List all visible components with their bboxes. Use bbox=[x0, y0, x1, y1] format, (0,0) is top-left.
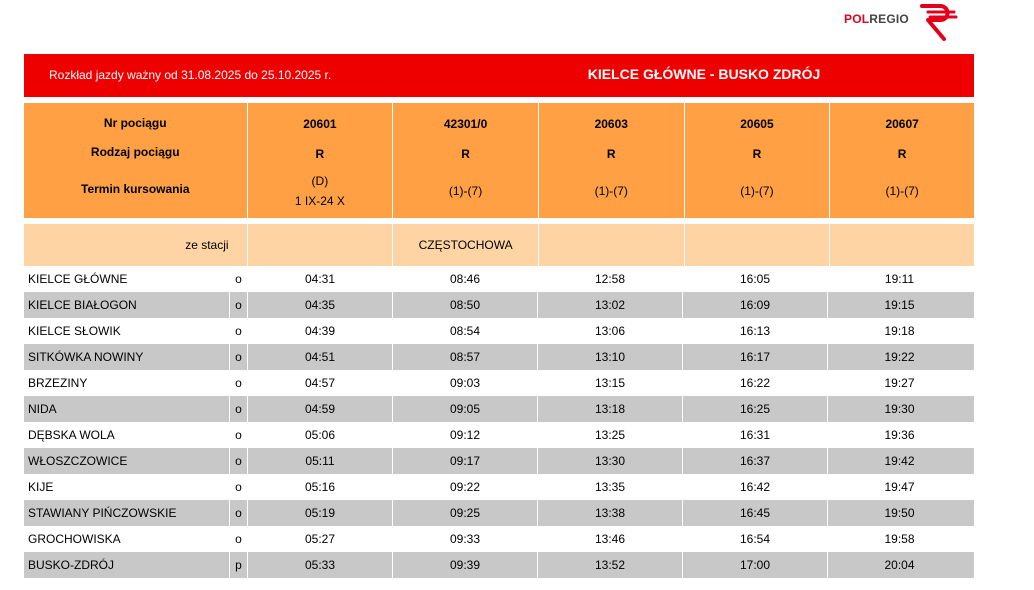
station-name: KIJE bbox=[28, 480, 54, 494]
route-title: KIELCE GŁÓWNE - BUSKO ZDRÓJ bbox=[587, 66, 821, 82]
station-name: KIELCE BIAŁOGON bbox=[28, 298, 137, 312]
table-row bbox=[24, 500, 974, 526]
train-days: (1)-(7) bbox=[448, 184, 483, 198]
station-name: KIELCE GŁÓWNE bbox=[28, 272, 128, 286]
departure-time: 05:27 bbox=[247, 526, 392, 552]
departure-time: 19:15 bbox=[827, 292, 971, 318]
train-type: R bbox=[752, 147, 762, 161]
departure-time: 19:11 bbox=[827, 266, 971, 292]
departure-time: 13:02 bbox=[537, 292, 682, 318]
departure-time: 13:38 bbox=[537, 500, 682, 526]
train-number: 20605 bbox=[740, 117, 774, 131]
schedule-label: Termin kursowania bbox=[81, 182, 190, 196]
train-type: R bbox=[315, 147, 325, 161]
station-name: BRZEZINY bbox=[28, 376, 88, 390]
from-station-row bbox=[24, 224, 974, 266]
table-row bbox=[24, 396, 974, 422]
train-type: R bbox=[606, 147, 616, 161]
departure-time: 04:51 bbox=[247, 344, 392, 370]
departure-time: 13:10 bbox=[537, 344, 682, 370]
departure-time: 19:30 bbox=[827, 396, 971, 422]
train-days-note: 1 IX-24 X bbox=[294, 194, 345, 208]
departure-time: 05:33 bbox=[247, 552, 392, 578]
train-column-header bbox=[830, 103, 974, 218]
departure-time: 04:59 bbox=[247, 396, 392, 422]
departure-time: 09:17 bbox=[392, 448, 537, 474]
train-column-header bbox=[685, 103, 830, 218]
from-station-value bbox=[539, 224, 684, 266]
from-station-label: ze stacji bbox=[24, 224, 247, 266]
departure-time: 04:57 bbox=[247, 370, 392, 396]
table-row bbox=[24, 344, 974, 370]
polregio-logo bbox=[842, 3, 962, 43]
table-row bbox=[24, 318, 974, 344]
departure-time: 08:57 bbox=[392, 344, 537, 370]
departure-time: 16:05 bbox=[682, 266, 827, 292]
timetable-banner bbox=[24, 54, 974, 97]
stop-type-mark: o bbox=[229, 526, 247, 552]
departure-time: 19:42 bbox=[827, 448, 971, 474]
departure-time: 16:09 bbox=[682, 292, 827, 318]
logo-text-pol: POL bbox=[844, 12, 870, 26]
station-name: GROCHOWISKA bbox=[28, 532, 121, 546]
departure-time: 16:37 bbox=[682, 448, 827, 474]
departure-time: 09:39 bbox=[392, 552, 537, 578]
table-row bbox=[24, 448, 974, 474]
train-days: (D) bbox=[311, 174, 329, 188]
departure-time: 19:50 bbox=[827, 500, 971, 526]
departure-time: 19:18 bbox=[827, 318, 971, 344]
stop-type-mark: o bbox=[229, 448, 247, 474]
departure-time: 08:46 bbox=[392, 266, 537, 292]
stop-type-mark: o bbox=[229, 266, 247, 292]
departure-time: 16:54 bbox=[682, 526, 827, 552]
stop-type-mark: o bbox=[229, 344, 247, 370]
from-station-value: CZĘSTOCHOWA bbox=[393, 224, 538, 266]
departure-time: 19:58 bbox=[827, 526, 971, 552]
departure-time: 13:46 bbox=[537, 526, 682, 552]
from-station-value bbox=[830, 224, 974, 266]
departure-time: 12:58 bbox=[537, 266, 682, 292]
table-row bbox=[24, 266, 974, 292]
train-number: 20601 bbox=[303, 117, 337, 131]
departure-time: 05:06 bbox=[247, 422, 392, 448]
table-row bbox=[24, 292, 974, 318]
train-header bbox=[24, 103, 974, 218]
departure-time: 13:30 bbox=[537, 448, 682, 474]
train-column-header bbox=[539, 103, 684, 218]
from-station-value bbox=[248, 224, 393, 266]
header-labels bbox=[24, 103, 247, 218]
departure-time: 05:19 bbox=[247, 500, 392, 526]
departure-time: 08:50 bbox=[392, 292, 537, 318]
stop-type-mark: o bbox=[229, 474, 247, 500]
departure-time: 09:25 bbox=[392, 500, 537, 526]
departure-time: 20:04 bbox=[827, 552, 971, 578]
train-days: (1)-(7) bbox=[594, 184, 628, 198]
train-type: R bbox=[461, 147, 470, 161]
departure-time: 09:33 bbox=[392, 526, 537, 552]
stops-table bbox=[24, 266, 974, 578]
departure-time: 19:27 bbox=[827, 370, 971, 396]
departure-time: 17:00 bbox=[682, 552, 827, 578]
station-name: KIELCE SŁOWIK bbox=[28, 324, 121, 338]
stop-type-mark: o bbox=[229, 422, 247, 448]
station-name: STAWIANY PIŃCZOWSKIE bbox=[28, 506, 177, 520]
departure-time: 19:36 bbox=[827, 422, 971, 448]
table-row bbox=[24, 474, 974, 500]
departure-time: 05:11 bbox=[247, 448, 392, 474]
train-column-header bbox=[393, 103, 538, 218]
departure-time: 16:17 bbox=[682, 344, 827, 370]
departure-time: 09:03 bbox=[392, 370, 537, 396]
departure-time: 04:39 bbox=[247, 318, 392, 344]
departure-time: 13:18 bbox=[537, 396, 682, 422]
train-type-label: Rodzaj pociągu bbox=[90, 145, 180, 159]
train-days: (1)-(7) bbox=[885, 184, 919, 198]
departure-time: 16:25 bbox=[682, 396, 827, 422]
stop-type-mark: o bbox=[229, 370, 247, 396]
departure-time: 13:06 bbox=[537, 318, 682, 344]
table-row bbox=[24, 370, 974, 396]
departure-time: 16:22 bbox=[682, 370, 827, 396]
stop-type-mark: o bbox=[229, 500, 247, 526]
validity-text: Rozkład jazdy ważny od 31.08.2025 do 25.10.2025 r. bbox=[49, 68, 332, 82]
stop-type-mark: p bbox=[229, 552, 247, 578]
station-name: SITKÓWKA NOWINY bbox=[28, 350, 144, 364]
departure-time: 04:35 bbox=[247, 292, 392, 318]
departure-time: 16:42 bbox=[682, 474, 827, 500]
table-row bbox=[24, 422, 974, 448]
logo-text-regio: REGIO bbox=[869, 12, 909, 26]
departure-time: 09:05 bbox=[392, 396, 537, 422]
station-name: WŁOSZCZOWICE bbox=[28, 454, 128, 468]
table-row bbox=[24, 552, 974, 578]
polregio-logo-icon bbox=[914, 3, 960, 43]
stop-type-mark: o bbox=[229, 396, 247, 422]
departure-time: 19:47 bbox=[827, 474, 971, 500]
departure-time: 16:45 bbox=[682, 500, 827, 526]
departure-time: 13:15 bbox=[537, 370, 682, 396]
station-name: BUSKO-ZDRÓJ bbox=[28, 558, 115, 572]
departure-time: 13:52 bbox=[537, 552, 682, 578]
station-name: DĘBSKA WOLA bbox=[28, 428, 115, 442]
departure-time: 08:54 bbox=[392, 318, 537, 344]
departure-time: 16:31 bbox=[682, 422, 827, 448]
logo-text bbox=[844, 12, 909, 26]
station-name: NIDA bbox=[28, 402, 57, 416]
stop-type-mark: o bbox=[229, 318, 247, 344]
train-type: R bbox=[897, 147, 907, 161]
train-number: 20607 bbox=[885, 117, 919, 131]
departure-time: 19:22 bbox=[827, 344, 971, 370]
departure-time: 09:12 bbox=[392, 422, 537, 448]
departure-time: 05:16 bbox=[247, 474, 392, 500]
train-number: 20603 bbox=[594, 117, 628, 131]
departure-time: 04:31 bbox=[247, 266, 392, 292]
stop-type-mark: o bbox=[229, 292, 247, 318]
train-number: 42301/0 bbox=[443, 117, 488, 131]
train-days: (1)-(7) bbox=[740, 184, 774, 198]
table-row bbox=[24, 526, 974, 552]
departure-time: 13:25 bbox=[537, 422, 682, 448]
departure-time: 13:35 bbox=[537, 474, 682, 500]
from-station-value bbox=[685, 224, 830, 266]
departure-time: 09:22 bbox=[392, 474, 537, 500]
train-number-label: Nr pociągu bbox=[103, 116, 167, 130]
departure-time: 16:13 bbox=[682, 318, 827, 344]
train-column-header bbox=[248, 103, 393, 218]
